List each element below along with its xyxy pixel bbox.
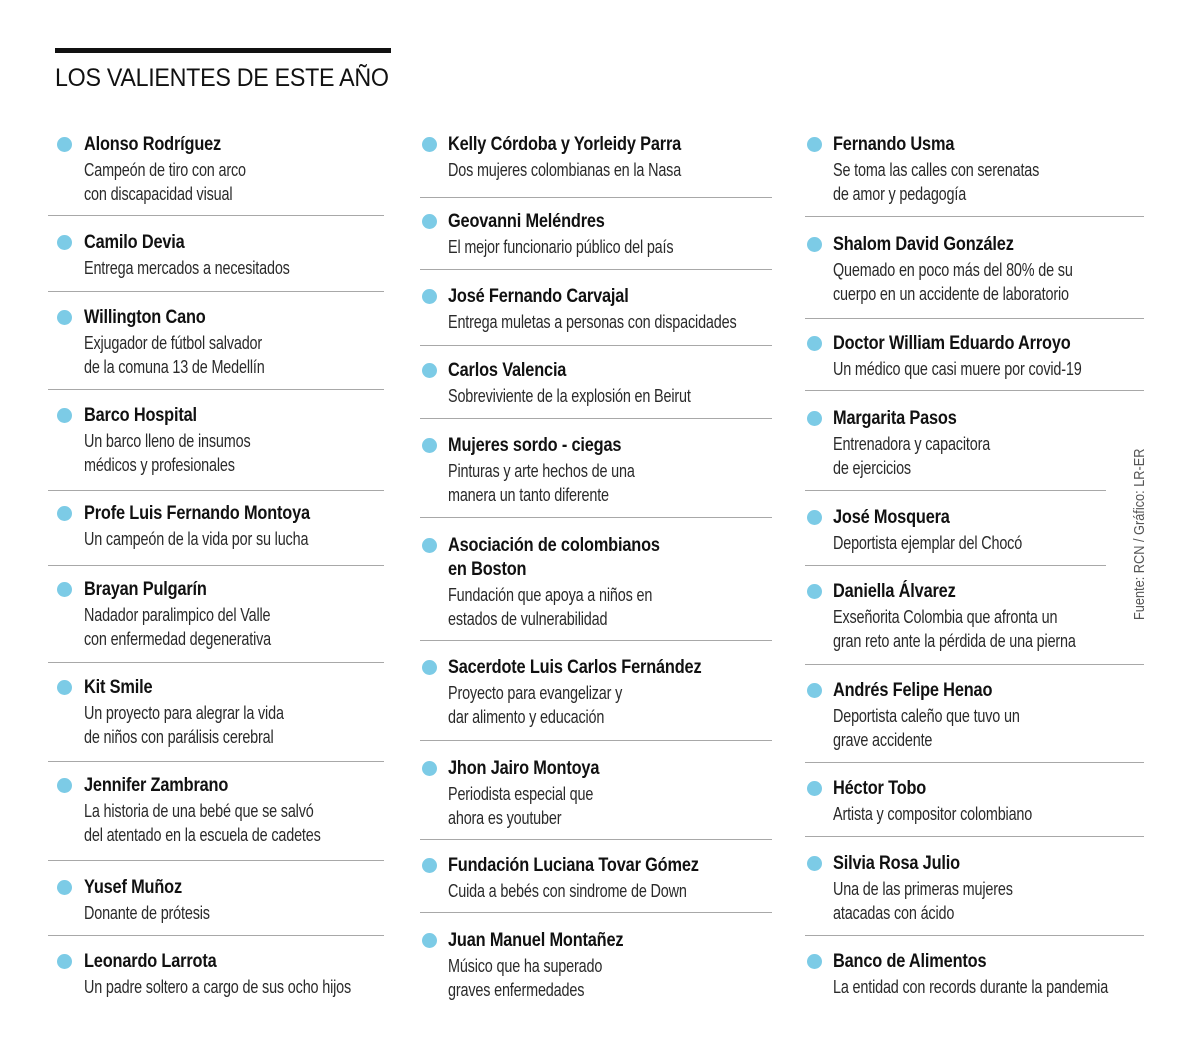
divider [805,490,1106,491]
bullet-dot-icon [57,310,72,325]
desc-line: Un campeón de la vida por su lucha [84,529,309,549]
item-description [833,802,1032,826]
item-description [448,384,691,408]
bullet-dot-icon [807,584,822,599]
desc-line: Entrega muletas a personas con dispacidades [448,312,737,332]
divider [420,640,772,641]
bullet-dot-icon [57,506,72,521]
item-description [84,603,271,651]
item-name: Héctor Tobo [833,778,927,799]
desc-line: Quemado en poco más del 80% de su [833,260,1073,280]
divider [420,740,772,741]
bullet-dot-icon [807,411,822,426]
desc-line: manera un tanto diferente [448,485,609,505]
desc-line: Deportista caleño que tuvo un [833,706,1020,726]
bullet-dot-icon [422,761,437,776]
bullet-dot-icon [807,781,822,796]
divider [805,836,1144,837]
bullet-dot-icon [57,680,72,695]
divider [48,935,384,936]
item-description [84,158,246,206]
item-description [84,901,210,925]
desc-line: de niños con parálisis cerebral [84,727,274,747]
item-name: Margarita Pasos [833,408,957,429]
item-description [448,879,687,903]
item-name: Andrés Felipe Henao [833,680,993,701]
divider [48,215,384,216]
item-description [84,429,251,477]
item-name: Yusef Muñoz [84,877,182,898]
item-description [84,256,290,280]
desc-line: Nadador paralimpico del Valle [84,605,271,625]
source-credit: Fuente: RCN / Gráfico: LR-ER [1131,448,1148,620]
desc-line: de la comuna 13 de Medellín [84,357,265,377]
divider [805,565,1106,566]
item-name: José Fernando Carvajal [448,286,629,307]
bullet-dot-icon [57,778,72,793]
item-description [448,310,737,334]
desc-line: Se toma las calles con serenatas [833,160,1040,180]
item-description [833,605,1076,653]
item-name: Leonardo Larrota [84,951,217,972]
bullet-dot-icon [422,214,437,229]
divider [420,839,772,840]
item-name: Doctor William Eduardo Arroyo [833,333,1071,354]
desc-line: Entrenadora y capacitora [833,434,991,454]
item-name: Alonso Rodríguez [84,134,222,155]
name-line: Asociación de colombianos [448,535,660,556]
divider [420,517,772,518]
bullet-dot-icon [57,137,72,152]
column-3 [805,0,1144,1052]
desc-line: La entidad con records durante la pandemia [833,977,1109,997]
bullet-dot-icon [57,408,72,423]
item-name: Camilo Devia [84,232,185,253]
item-name: Geovanni Meléndres [448,211,605,232]
desc-line: Fundación que apoya a niños en [448,585,653,605]
bullet-dot-icon [807,137,822,152]
desc-line: Un médico que casi muere por covid-19 [833,359,1082,379]
item-name: Kelly Córdoba y Yorleidy Parra [448,134,682,155]
desc-line: con discapacidad visual [84,184,233,204]
item-name: Banco de Alimentos [833,951,987,972]
item-description [833,158,1039,206]
desc-line: Artista y compositor colombiano [833,804,1033,824]
item-description [84,975,351,999]
item-name: Brayan Pulgarín [84,579,207,600]
item-description [833,975,1108,999]
item-description [833,432,990,480]
item-name: José Mosquera [833,507,950,528]
item-name: Sacerdote Luis Carlos Fernández [448,657,702,678]
desc-line: médicos y profesionales [84,455,235,475]
divider [805,216,1144,217]
item-description [84,799,321,847]
item-description [448,235,673,259]
page-title: LOS VALIENTES DE ESTE AÑO [55,64,389,92]
desc-line: La historia de una bebé que se salvó [84,801,314,821]
item-description [833,531,1022,555]
desc-line: Dos mujeres colombianas en la Nasa [448,160,682,180]
divider [48,565,384,566]
name-line: en Boston [448,559,527,580]
item-description [448,459,635,507]
bullet-dot-icon [422,137,437,152]
bullet-dot-icon [807,954,822,969]
desc-line: cuerpo en un accidente de laboratorio [833,284,1069,304]
bullet-dot-icon [422,933,437,948]
divider [48,662,384,663]
item-name: Fernando Usma [833,134,955,155]
divider [805,318,1144,319]
desc-line: Campeón de tiro con arco [84,160,246,180]
desc-line: Exjugador de fútbol salvador [84,333,263,353]
item-name: Shalom David González [833,234,1014,255]
item-name: Mujeres sordo - ciegas [448,435,622,456]
item-name: Kit Smile [84,677,153,698]
divider [420,345,772,346]
divider [48,291,384,292]
item-name: Fundación Luciana Tovar Gómez [448,855,699,876]
item-name [448,534,660,582]
divider [805,390,1144,391]
bullet-dot-icon [422,858,437,873]
desc-line: Pinturas y arte hechos de una [448,461,635,481]
bullet-dot-icon [807,336,822,351]
item-description [448,681,622,729]
item-name: Silvia Rosa Julio [833,853,960,874]
divider [420,912,772,913]
item-name: Daniella Álvarez [833,581,956,602]
desc-line: El mejor funcionario público del país [448,237,674,257]
desc-line: Proyecto para evangelizar y [448,683,623,703]
bullet-dot-icon [57,954,72,969]
desc-line: Músico que ha superado [448,956,603,976]
item-name: Profe Luis Fernando Montoya [84,503,310,524]
desc-line: estados de vulnerabilidad [448,609,608,629]
desc-line: dar alimento y educación [448,707,605,727]
divider [420,418,772,419]
desc-line: Periodista especial que [448,784,594,804]
divider [420,197,772,198]
bullet-dot-icon [807,856,822,871]
item-name: Willington Cano [84,307,206,328]
bullet-dot-icon [422,438,437,453]
column-1 [48,0,384,1052]
item-name: Carlos Valencia [448,360,567,381]
desc-line: Un proyecto para alegrar la vida [84,703,284,723]
item-description [833,357,1082,381]
divider [805,762,1144,763]
item-description [448,954,602,1002]
desc-line: Donante de prótesis [84,903,210,923]
item-name: Jennifer Zambrano [84,775,229,796]
desc-line: de ejercicios [833,458,911,478]
bullet-dot-icon [422,289,437,304]
bullet-dot-icon [807,510,822,525]
divider [805,664,1144,665]
desc-line: gran reto ante la pérdida de una pierna [833,631,1076,651]
desc-line: Sobreviviente de la explosión en Beirut [448,386,691,406]
item-description [84,331,265,379]
desc-line: grave accidente [833,730,933,750]
bullet-dot-icon [422,660,437,675]
bullet-dot-icon [422,538,437,553]
item-description [833,704,1020,752]
divider [420,269,772,270]
desc-line: Cuida a bebés con sindrome de Down [448,881,687,901]
bullet-dot-icon [422,363,437,378]
bullet-dot-icon [57,582,72,597]
bullet-dot-icon [807,237,822,252]
item-description [448,782,593,830]
item-description [84,527,308,551]
divider [48,389,384,390]
item-name: Jhon Jairo Montoya [448,758,600,779]
item-description [448,583,652,631]
divider [48,761,384,762]
desc-line: con enfermedad degenerativa [84,629,272,649]
desc-line: del atentado en la escuela de cadetes [84,825,321,845]
desc-line: ahora es youtuber [448,808,562,828]
item-description [833,258,1073,306]
divider [48,490,384,491]
desc-line: Un barco lleno de insumos [84,431,251,451]
desc-line: Una de las primeras mujeres [833,879,1013,899]
column-2 [420,0,772,1052]
desc-line: Deportista ejemplar del Chocó [833,533,1023,553]
divider [48,860,384,861]
desc-line: de amor y pedagogía [833,184,967,204]
desc-line: Entrega mercados a necesitados [84,258,290,278]
item-description [84,701,284,749]
item-description [833,877,1013,925]
item-description [448,158,681,182]
desc-line: atacadas con ácido [833,903,955,923]
item-name: Barco Hospital [84,405,197,426]
item-name: Juan Manuel Montañez [448,930,624,951]
desc-line: Exseñorita Colombia que afronta un [833,607,1058,627]
bullet-dot-icon [807,683,822,698]
desc-line: Un padre soltero a cargo de sus ocho hijos [84,977,352,997]
divider [805,935,1144,936]
bullet-dot-icon [57,235,72,250]
desc-line: graves enfermedades [448,980,585,1000]
bullet-dot-icon [57,880,72,895]
